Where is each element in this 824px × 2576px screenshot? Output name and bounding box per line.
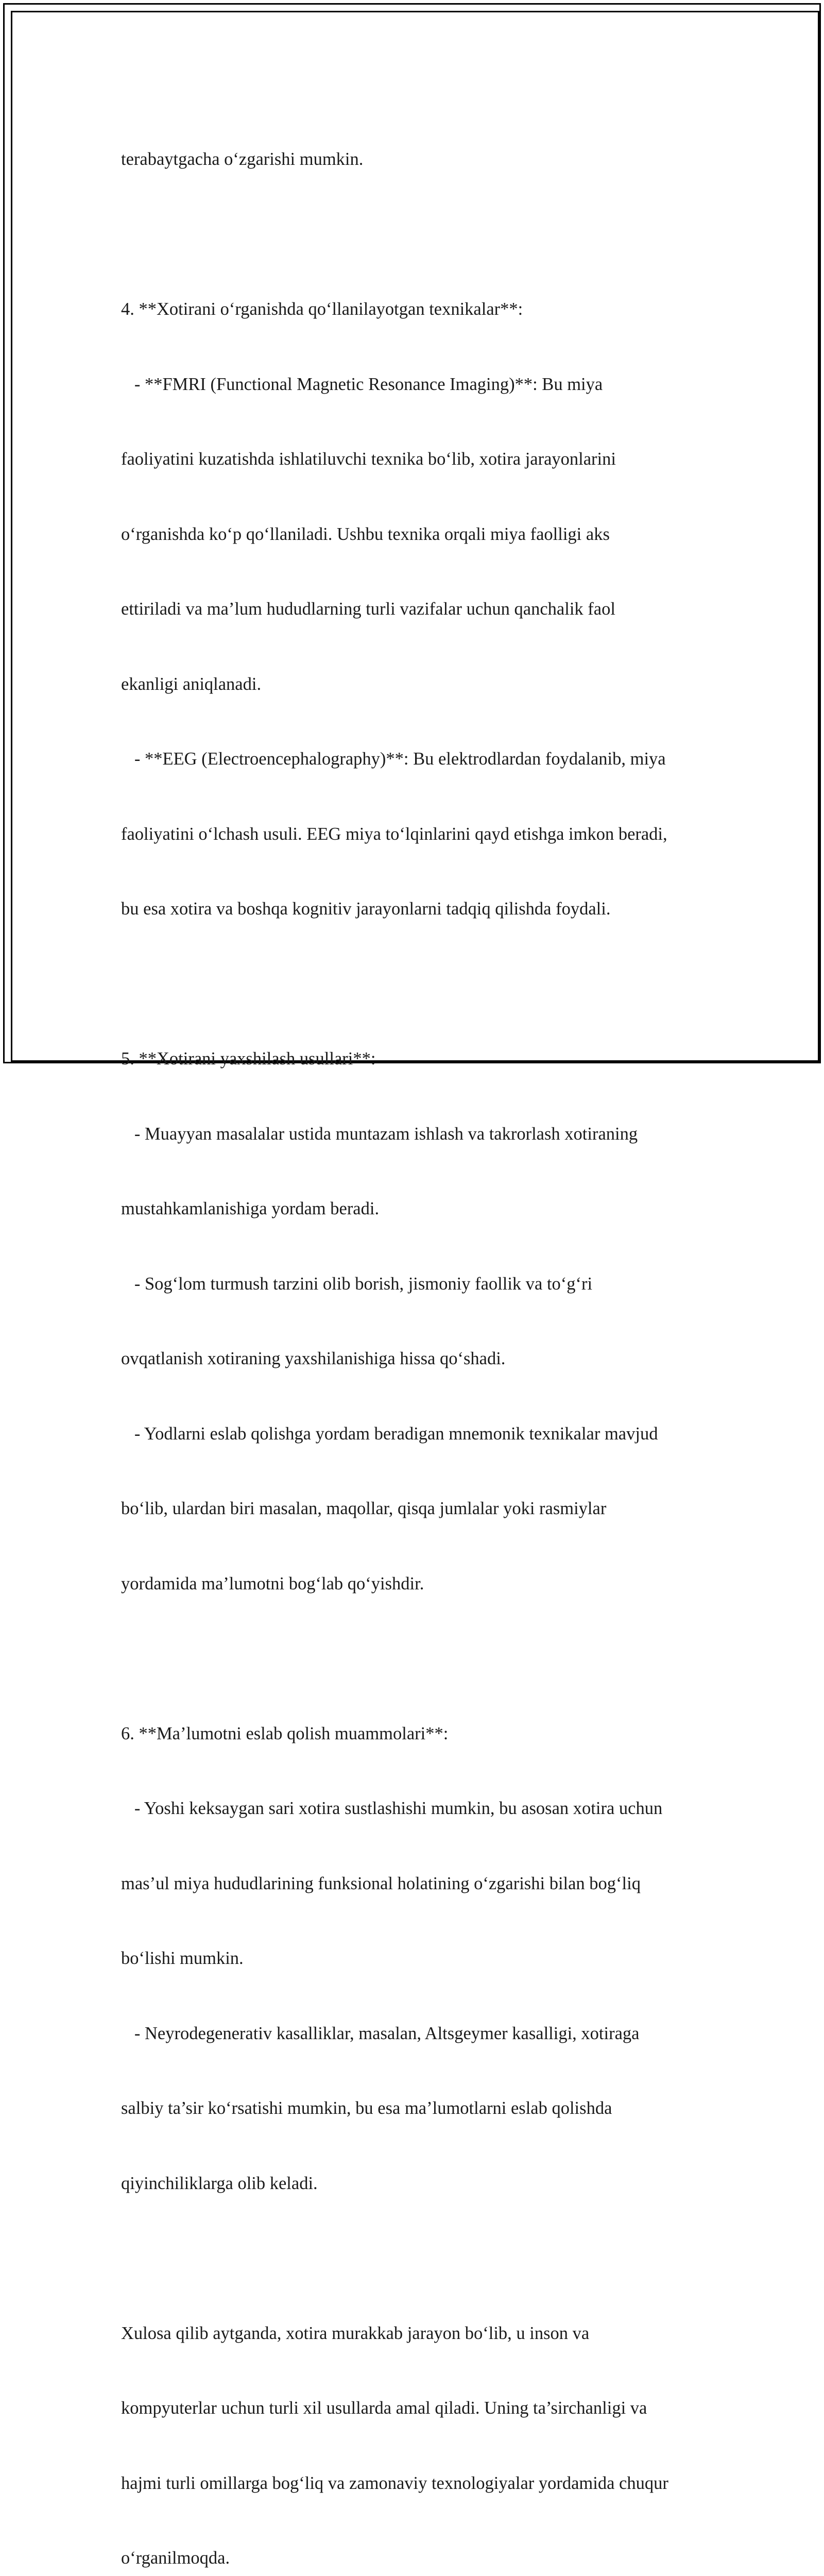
text-line: ekanligi aniqlanadi. [121, 674, 262, 694]
blank-line [121, 222, 718, 247]
text-line: faoliyatini kuzatishda ishlatiluvchi texnika bo‘lib, xotira jarayonlarini [121, 449, 616, 469]
text-line: bu esa xotira va boshqa kognitiv jarayonlarni tadqiq qilishda foydali. [121, 899, 611, 919]
text-line: terabaytgacha o‘zgarishi mumkin. [121, 149, 364, 169]
text-line: o‘rganishda ko‘p qo‘llaniladi. Ushbu texnika orqali miya faolligi aks [121, 524, 610, 544]
text-line: bo‘lib, ulardan biri masalan, maqollar, qisqa jumlalar yoki rasmiylar [121, 1499, 607, 1518]
text-line: mas’ul miya hududlarining funksional holatining o‘zgarishi bilan bog‘liq [121, 1873, 641, 1893]
section-heading-5: 5. **Xotirani yaxshilash usullari**: [121, 1049, 376, 1069]
text-line: - **EEG (Electroencephalography)**: Bu elektrodlardan foydalanib, miya [121, 749, 666, 769]
blank-line [121, 2246, 718, 2271]
section-heading-6: 6. **Ma’lumotni eslab qolish muammolari**: [121, 1723, 449, 1743]
text-line: bo‘lishi mumkin. [121, 1948, 244, 1968]
text-line: qiyinchiliklarga olib keladi. [121, 2173, 318, 2193]
blank-line [121, 1646, 718, 1671]
document-body [121, 97, 718, 2576]
conclusion-line: Xulosa qilib aytganda, xotira murakkab jarayon bo‘lib, u inson va [121, 2323, 590, 2343]
text-line: - Neyrodegenerativ kasalliklar, masalan, Altsgeymer kasalligi, xotiraga [121, 2023, 640, 2043]
text-line: - Yodlarni eslab qolishga yordam beradigan mnemonik texnikalar mavjud [121, 1423, 658, 1444]
text-line: ettiriladi va ma’lum hududlarning turli vazifalar uchun qanchalik faol [121, 599, 615, 619]
text-line: yordamida ma’lumotni bog‘lab qo‘yishdir. [121, 1573, 424, 1594]
conclusion-line: o‘rganilmoqda. [121, 2548, 230, 2568]
text-line: - Sog‘lom turmush tarzini olib borish, jismoniy faollik va to‘g‘ri [121, 1274, 593, 1294]
text-line: - **FMRI (Functional Magnetic Resonance Imaging)**: Bu miya [121, 374, 603, 394]
text-line: ovqatlanish xotiraning yaxshilanishiga hissa qo‘shadi. [121, 1349, 506, 1368]
text-line: - Muayyan masalalar ustida muntazam ishlash va takrorlash xotiraning [121, 1124, 638, 1144]
section-heading-4: 4. **Xotirani o‘rganishda qo‘llanilayotgan texnikalar**: [121, 299, 523, 319]
text-line: mustahkamlanishiga yordam beradi. [121, 1199, 380, 1218]
blank-line [121, 972, 718, 997]
conclusion-line: kompyuterlar uchun turli xil usullarda amal qiladi. Uning ta’sirchanligi va [121, 2398, 647, 2418]
text-line: - Yoshi keksaygan sari xotira sustlashishi mumkin, bu asosan xotira uchun [121, 1799, 663, 1818]
conclusion-line: hajmi turli omillarga bog‘liq va zamonaviy texnologiyalar yordamida chuqur [121, 2473, 668, 2493]
text-line: salbiy ta’sir ko‘rsatishi mumkin, bu esa ma’lumotlarni eslab qolishda [121, 2098, 612, 2118]
text-line: faoliyatini o‘lchash usuli. EEG miya to‘lqinlarini qayd etishga imkon beradi, [121, 824, 667, 844]
